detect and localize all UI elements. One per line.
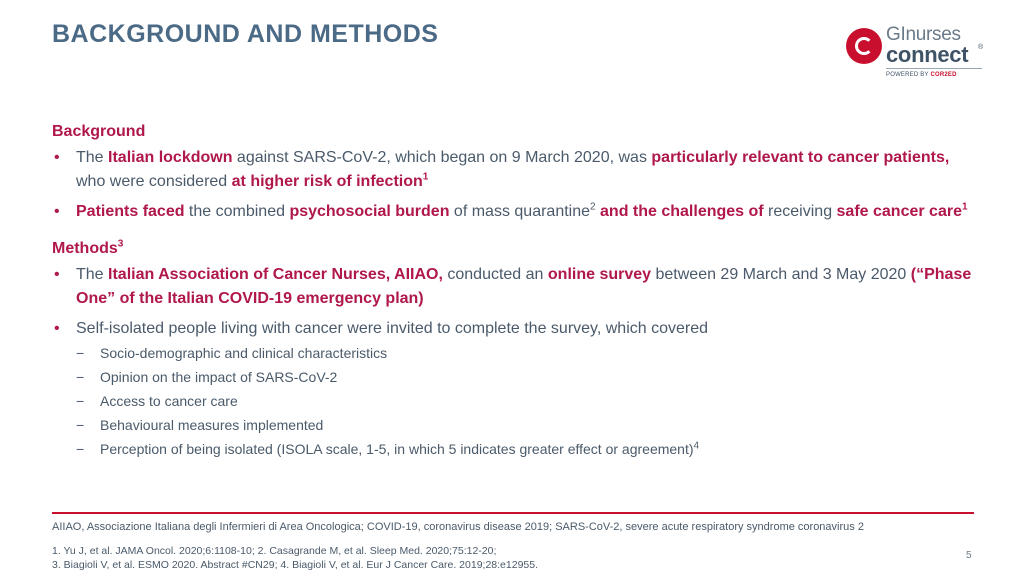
logo-powered-by: POWERED BY COR2ED — [886, 72, 957, 78]
slide-content — [52, 121, 972, 461]
methods-bullet-1: • The Italian Association of Cancer Nurses, AIIAO, conducted an online survey between 29 March and 3 May 2020 (“Phase One” of the Italian COVID-19 emergency plan) — [52, 263, 972, 311]
sub-bullet: − Behavioural measures implemented — [76, 413, 972, 437]
logo-line2: connect — [886, 42, 969, 67]
background-bullet-2: • Patients faced the combined psychosocial burden of mass quarantine$^2$ and the challenges of receiving safe cancer care$^1$ — [52, 200, 972, 224]
sub-bullet-isola: − Perception of being isolated (ISOLA scale, 1-5, in which 5 indicates greater effect or agreement)$^4$ — [76, 437, 972, 461]
reference-line: 3. Biagioli V, et al. ESMO 2020. Abstract #CN29; 4. Biagioli V, et al. Eur J Cancer Care. 2019;28:e12955. — [52, 559, 539, 571]
logo-mark-icon — [846, 28, 882, 64]
logo-registered: ® — [978, 44, 984, 51]
abbreviations: AIIAO, Associazione Italiana degli Infermieri di Area Oncologica; COVID-19, coronavirus disease 2019; SARS-CoV-2, severe acute respiratory syndrome coronavirus 2 — [52, 521, 864, 533]
references — [52, 544, 538, 572]
background-bullets — [52, 146, 972, 224]
sub-bullet: − Access to cancer care — [76, 389, 972, 413]
page-title: BACKGROUND AND METHODS — [52, 20, 439, 48]
logo-divider — [886, 68, 982, 69]
background-heading: Background — [52, 123, 146, 140]
methods-sub-bullets — [76, 341, 972, 461]
ginurses-connect-logo — [846, 26, 986, 82]
reference-line: 1. Yu J, et al. JAMA Oncol. 2020;6:1108-10; 2. Casagrande M, et al. Sleep Med. 2020;75:12-20; — [52, 545, 497, 557]
logo-line1: GInurses — [886, 24, 961, 45]
sub-bullet: − Socio-demographic and clinical characteristics — [76, 341, 972, 365]
methods-heading: Methods$^3$ — [52, 238, 124, 257]
background-bullet-1: • The Italian lockdown against SARS-CoV-2, which began on 9 March 2020, was particularly relevant to cancer patients, who were considered at higher risk of infection$^1$ — [52, 146, 972, 194]
methods-bullets — [52, 263, 972, 341]
methods-bullet-2: • Self-isolated people living with cancer were invited to complete the survey, which covered — [52, 317, 972, 341]
page-number: 5 — [966, 550, 972, 561]
sub-bullet: − Opinion on the impact of SARS-CoV-2 — [76, 365, 972, 389]
footer-divider — [52, 512, 974, 514]
